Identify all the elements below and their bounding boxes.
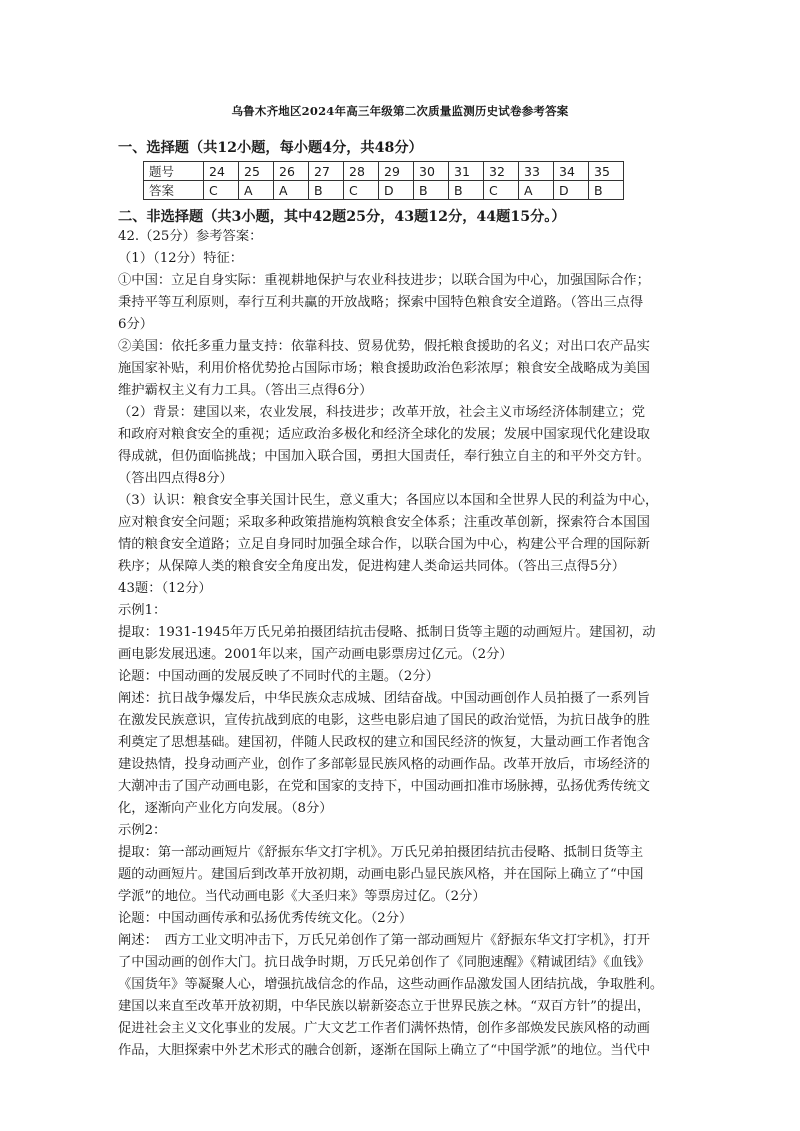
- body-line: 促进社会主义文化事业的发展。广大文艺工作者们满怀热情，创作多部焕发民族风格的动画: [118, 1021, 650, 1036]
- answer-cell: B: [414, 181, 449, 200]
- body-line: 维护霸权主义有力工具。（答出三点得6分）: [118, 383, 373, 398]
- body-line: 示例2：: [118, 823, 167, 838]
- body-line: 大潮冲击了国产动画电影，在党和国家的支持下，中国动画扣准市场脉搏，弘扬优秀传统文: [118, 779, 650, 794]
- question-number: 33: [519, 162, 554, 181]
- body-line: （答出四点得8分）: [118, 471, 233, 486]
- body-line: （1）（12分）特征：: [118, 251, 244, 266]
- question-number: 28: [344, 162, 379, 181]
- body-line: 论题：中国动画的发展反映了不同时代的主题。（2分）: [118, 669, 439, 684]
- answer-cell: C: [344, 181, 379, 200]
- body-line: 提取：第一部动画短片《舒振东华文打字机》。万氏兄弟拍摄团结抗击侵略、抵制日货等主: [118, 845, 644, 860]
- row-label-answer: 答案: [144, 181, 204, 200]
- question-number: 26: [274, 162, 309, 181]
- question-number: 25: [239, 162, 274, 181]
- answer-cell: D: [379, 181, 414, 200]
- body-line: 阐述：抗日战争爆发后，中华民族众志成城、团结奋战。中国动画创作人员拍摄了一系列旨: [118, 691, 650, 706]
- answer-cell: A: [274, 181, 309, 200]
- body-line: 了中国动画的创作大门。抗日战争时期，万氏兄弟创作了《同胞速醒》《精诚团结》《血钱》: [118, 955, 650, 970]
- body-line: ①中国：立足自身实际：重视耕地保护与农业科技进步；以联合国为中心，加强国际合作；: [118, 273, 650, 288]
- answer-cell: C: [204, 181, 239, 200]
- body-line: 应对粮食安全问题；采取多种政策措施构筑粮食安全体系；注重改革创新，探索符合本国国: [118, 515, 650, 530]
- body-line: 建国以来直至改革开放初期，中华民族以崭新姿态立于世界民族之林。“双百方针”的提出，: [118, 999, 651, 1014]
- question-number: 31: [449, 162, 484, 181]
- body-line: 示例1：: [118, 603, 167, 618]
- answer-cell: A: [239, 181, 274, 200]
- body-line: 学派”的地位。当代动画电影《大圣归来》等票房过亿。（2分）: [118, 889, 486, 904]
- body-line: 《国货年》等凝聚人心，增强抗战信念的作品，这些动画作品激发国人团结抗战，争取胜利。: [118, 977, 664, 992]
- section-nonchoice-heading: 二、非选择题（共3小题，其中42题25分，43题12分，44题15分。）: [118, 209, 566, 225]
- body-line: 43题：（12分）: [118, 581, 212, 596]
- answer-cell: B: [309, 181, 344, 200]
- body-line: 论题：中国动画传承和弘扬优秀传统文化。（2分）: [118, 911, 413, 926]
- body-line: 题的动画短片。建国后到改革开放初期，动画电影凸显民族风格，并在国际上确立了“中国: [118, 867, 644, 882]
- answer-table: [143, 161, 624, 200]
- question-number-row: [144, 162, 624, 181]
- question-number: 35: [589, 162, 624, 181]
- body-line: （2）背景：建国以来，农业发展，科技进步；改革开放，社会主义市场经济体制建立；党: [118, 405, 646, 420]
- row-label-question-number: 题号: [144, 162, 204, 181]
- question-number: 27: [309, 162, 344, 181]
- answer-cell: B: [449, 181, 484, 200]
- question-number: 34: [554, 162, 589, 181]
- body-line: 秉持平等互利原则，奉行互利共赢的开放战略；探索中国特色粮食安全道路。（答出三点得: [118, 295, 644, 310]
- body-line: 提取：1931-1945年万氏兄弟拍摄团结抗击侵略、抵制日货等主题的动画短片。建国初，动: [118, 625, 656, 640]
- body-line: 得成就，但仍面临挑战；中国加入联合国，勇担大国责任，奉行独立自主的和平外交方针。: [118, 449, 650, 464]
- answer-cell: C: [484, 181, 519, 200]
- body-line: 42.（25分）参考答案：: [118, 229, 263, 244]
- body-line: 秩序；从保障人类的粮食安全角度出发，促进构建人类命运共同体。（答出三点得5分）: [118, 559, 626, 574]
- document-title: 乌鲁木齐地区2024年高三年级第二次质量监测历史试卷参考答案: [231, 104, 569, 118]
- body-line: 情的粮食安全道路；立足自身同时加强全球合作，以联合国为中心，构建公平合理的国际新: [118, 537, 650, 552]
- body-line: 6分）: [118, 317, 154, 332]
- body-line: 在激发民族意识，宣传抗战到底的电影，这些电影启迪了国民的政治觉悟，为抗日战争的胜: [118, 713, 650, 728]
- body-line: 画电影发展迅速。2001年以来，国产动画电影票房过亿元。（2分）: [118, 647, 513, 662]
- answer-cell: B: [589, 181, 624, 200]
- answer-cell: D: [554, 181, 589, 200]
- question-number: 29: [379, 162, 414, 181]
- answer-cell: A: [519, 181, 554, 200]
- body-line: 阐述： 西方工业文明冲击下，万氏兄弟创作了第一部动画短片《舒振东华文打字机》，打开: [118, 933, 650, 948]
- section-choice-heading: 一、选择题（共12小题，每小题4分，共48分）: [118, 140, 423, 156]
- body-line: 施国家补贴，利用价格优势抢占国际市场；粮食援助政治色彩浓厚；粮食安全战略成为美国: [118, 361, 650, 376]
- body-line: 化，逐渐向产业化方向发展。（8分）: [118, 801, 333, 816]
- question-number: 24: [204, 162, 239, 181]
- question-number: 30: [414, 162, 449, 181]
- body-line: ②美国：依托多重力量支持：依靠科技、贸易优势，假托粮食援助的名义；对出口农产品实: [118, 339, 650, 354]
- body-line: 作品，大胆探索中外艺术形式的融合创新，逐渐在国际上确立了“中国学派”的地位。当代中: [118, 1043, 651, 1058]
- question-number: 32: [484, 162, 519, 181]
- body-line: 建设热情，投身动画产业，创作了多部彰显民族风格的动画作品。改革开放后，市场经济的: [118, 757, 650, 772]
- answer-row: [144, 181, 624, 200]
- body-line: （3）认识：粮食安全事关国计民生，意义重大；各国应以本国和全世界人民的利益为中心，: [118, 493, 659, 508]
- body-line: 利奠定了思想基础。建国初，伴随人民政权的建立和国民经济的恢复，大量动画工作者饱含: [118, 735, 650, 750]
- body-line: 和政府对粮食安全的重视；适应政治多极化和经济全球化的发展；发展中国家现代化建设取: [118, 427, 650, 442]
